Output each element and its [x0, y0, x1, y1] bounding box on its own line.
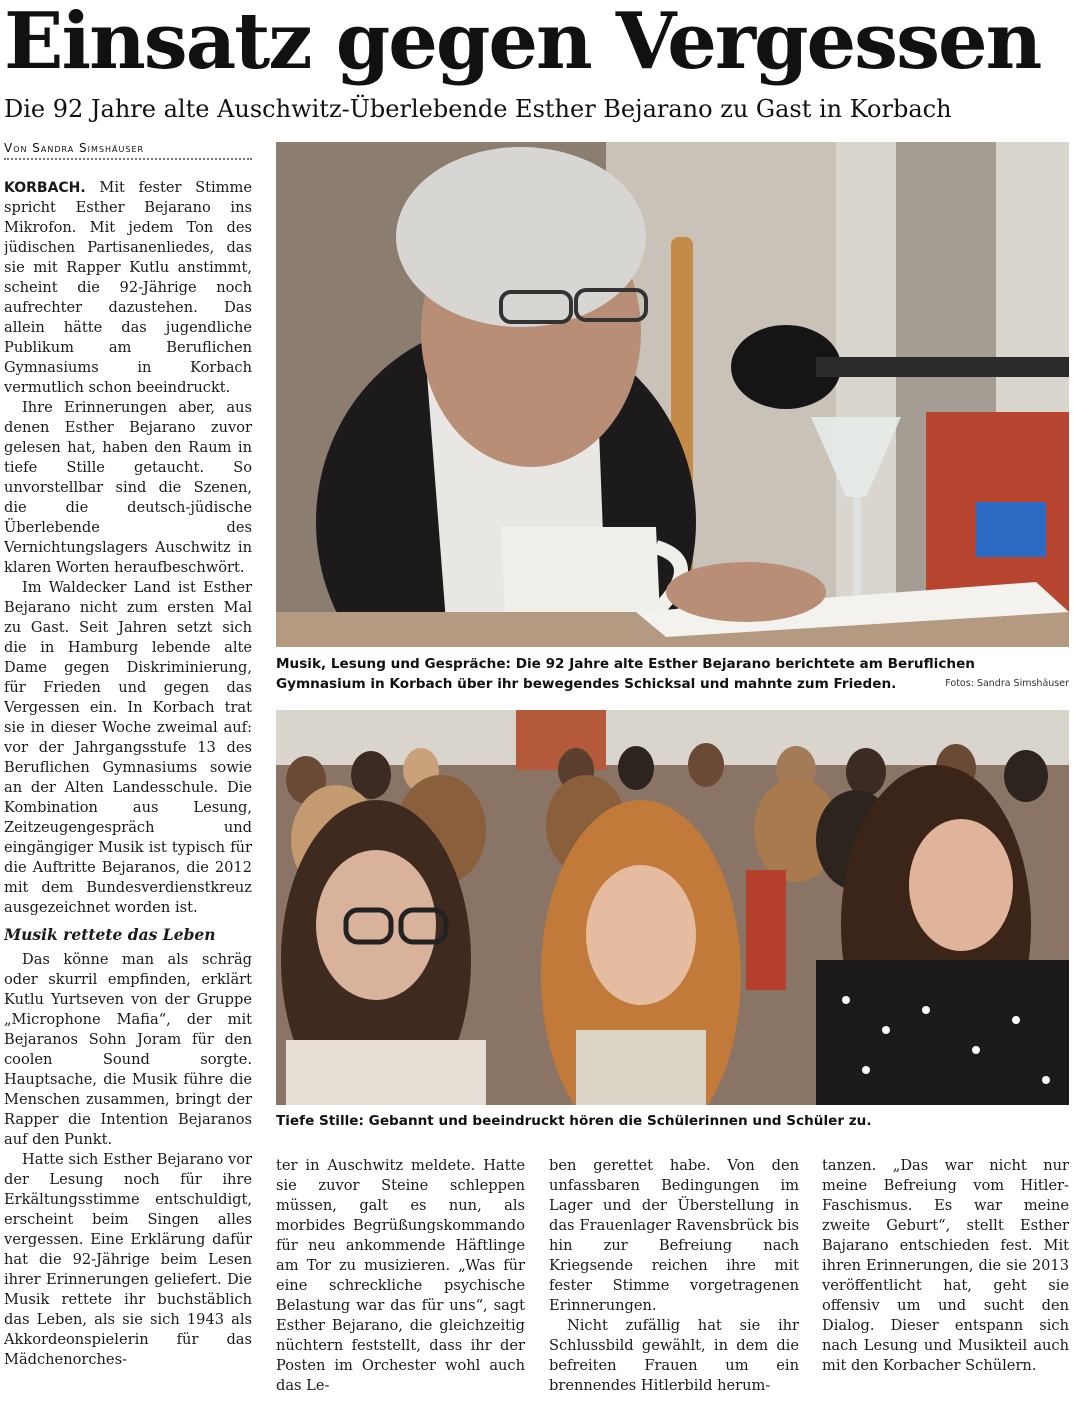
photo-speaker: [276, 142, 1069, 647]
article-column-1: [4, 178, 252, 1400]
photo-audience-caption: Tiefe Stille: Gebannt und beeindruckt hören die Schülerinnen und Schüler zu.: [276, 1113, 872, 1129]
article-subheadline: Die 92 Jahre alte Auschwitz-Überlebende Esther Bejarano zu Gast in Korbach: [4, 95, 952, 123]
paragraph: ben gerettet habe. Von den unfassbaren Bedingungen im Lager und der Überstellung in das Frauenlager Ravensbrück bis hin zur Befreiung nach Kriegsende reichen ihre mit fester Stimme vorgetragenen Erinnerungen.: [549, 1157, 799, 1314]
lead-text: Mit fester Stimme spricht Esther Bejarano ins Mikrofon. Mit jedem Ton des jüdischen Partisanenliedes, das sie mit Rapper Kutlu anstimmt, scheint die 92-Jährige noch aufrechter dazustehen. Das allein hätte das jugendliche Publikum am Beruflichen Gymnasiums in Korbach vermutlich schon beeindruckt.: [4, 179, 252, 396]
paragraph: Im Waldecker Land ist Esther Bejarano nicht zum ersten Mal zu Gast. Seit Jahren setzt sich die in Hamburg lebende alte Dame gegen Diskriminierung, für Frieden und gegen das Vergessen ein. In Korbach trat sie in dieser Woche zweimal auf: vor der Jahrgangsstufe 13 des Beruflichen Gymnasiums sowie an der Alten Landesschule. Die Kombination aus Lesung, Zeitzeugengespräch und eingängiger Musik ist typisch für die Auftritte Bejaranos, die 2012 mit dem Bundesverdienstkreuz ausgezeichnet worden ist.: [4, 579, 252, 916]
byline: Von Sandra Simshäuser: [4, 141, 252, 160]
photo-audience-image: [276, 710, 1069, 1105]
article-column-3: [549, 1156, 799, 1400]
article-headline: Einsatz gegen Vergessen: [4, 0, 1041, 87]
article-column-4: [822, 1156, 1069, 1400]
paragraph: Hatte sich Esther Bejarano vor der Lesung noch für ihre Erkältungsstimme entschuldigt, erscheint beim Singen alles vergessen. Eine Erklärung dafür hat die 92-Jährige beim Lesen ihrer Erinnerungen geliefert. Die Musik rettete ihr buchstäblich das Leben, als sie sich 1943 als Akkordeonspielerin für das Mädchenorches-: [4, 1151, 252, 1368]
photo-speaker-caption: Musik, Lesung und Gespräche: Die 92 Jahre alte Esther Bejarano berichtete am Beruflichen Gymnasium in Korbach über ihr bewegendes Schicksal und mahnte zum Frieden.: [276, 656, 975, 692]
paragraph: Das könne man als schräg oder skurril empfinden, erklärt Kutlu Yurtseven von der Gruppe „Microphone Mafia“, der mit Bejaranos Sohn Joram für den coolen Sound sorgte. Hauptsache, die Musik führe die Menschen zusammen, bringt der Rapper die Intention Bejaranos auf den Punkt.: [4, 951, 252, 1148]
article-column-2: [276, 1156, 525, 1400]
subheading: Musik rettete das Leben: [4, 925, 216, 944]
dateline: KORBACH.: [4, 180, 86, 196]
photo-speaker-image: [276, 142, 1069, 647]
photo-credit: Fotos: Sandra Simshäuser: [945, 678, 1069, 689]
paragraph: Nicht zufällig hat sie ihr Schlussbild gewählt, in dem die befreiten Frauen um ein brennendes Hitlerbild herum-: [549, 1317, 799, 1394]
paragraph: tanzen. „Das war nicht nur meine Befreiung vom Hitler-Faschismus. Es war meine zweite Geburt“, stellt Esther Bajarano entschieden fest. Mit ihren Erinnerungen, die sie 2013 veröffentlicht hat, geht sie offensiv um und sucht den Dialog. Dieser entspann sich nach Lesung und Musikteil auch mit den Korbacher Schülern.: [822, 1157, 1069, 1374]
lead-paragraph: [4, 178, 252, 398]
paragraph: ter in Auschwitz meldete. Hatte sie zuvor Steine schleppen müssen, galt es nun, als morbides Begrüßungskommando für neu ankommende Häftlinge am Tor zu musizieren. „Was für eine schreckliche psychische Belastung war das für uns“, sagt Esther Bejarano, die gleichzeitig nüchtern feststellt, dass ihr der Posten im Orchester wohl auch das Le-: [276, 1157, 525, 1394]
paragraph: Ihre Erinnerungen aber, aus denen Esther Bejarano zuvor gelesen hat, haben den Raum in tiefe Stille getaucht. So unvorstellbar sind die Szenen, die die deutsch-jüdische Überlebende des Vernichtungslagers Auschwitz in klaren Worten heraufbeschwört.: [4, 399, 252, 576]
photo-audience: [276, 710, 1069, 1105]
